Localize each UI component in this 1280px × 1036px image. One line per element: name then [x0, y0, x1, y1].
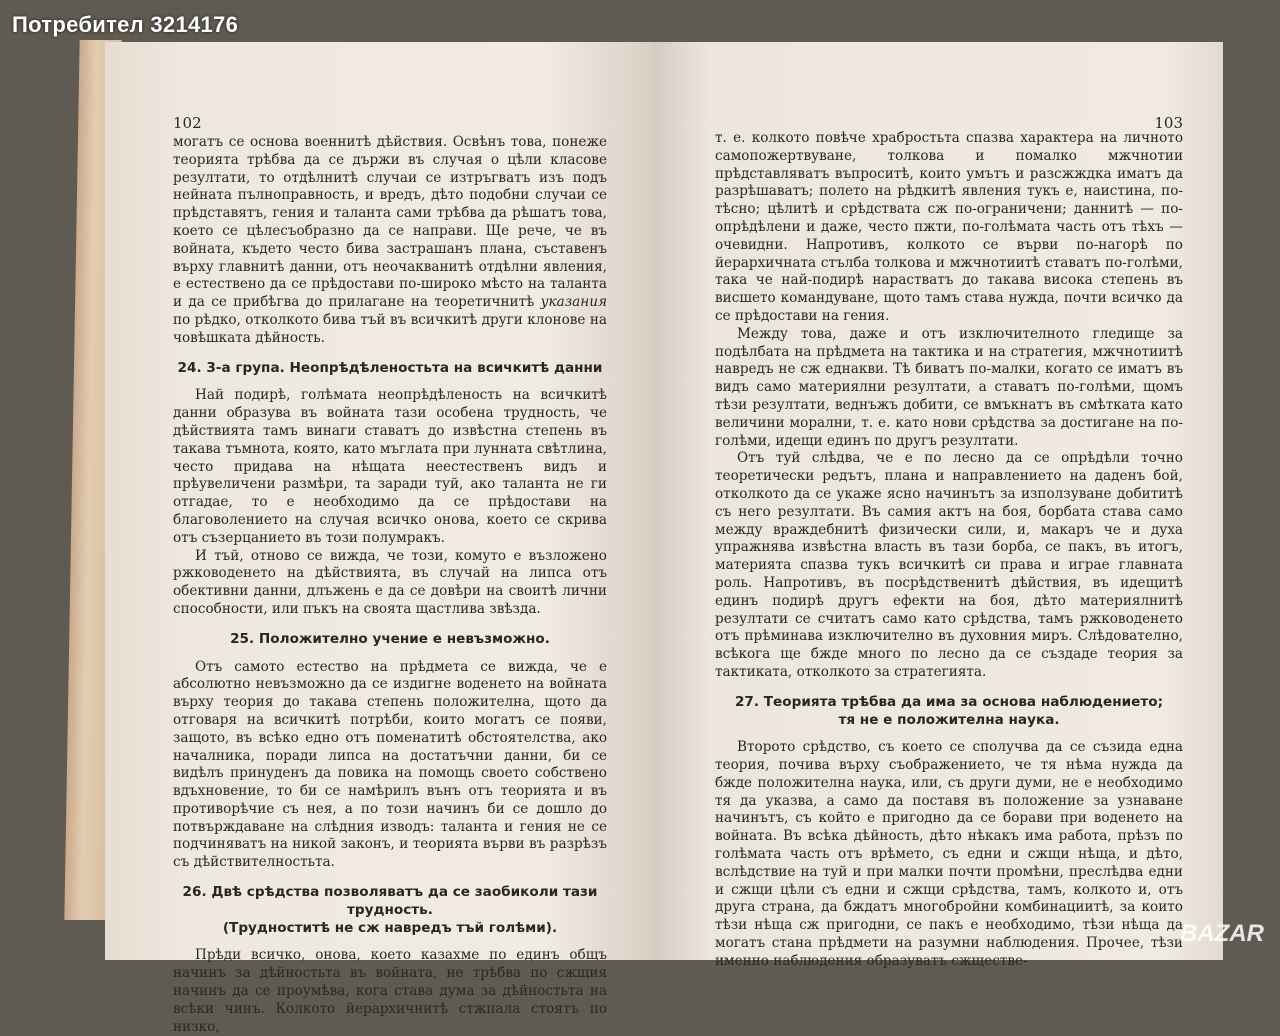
section-heading-24: 24. 3-а група. Неопрѣдѣленостьта на всичкитѣ данни	[177, 359, 603, 376]
paragraph: Прѣди всичко, онова, което казахме по единъ общъ начинъ за дѣйностьта въ войната, не трѣбва по сжщия начинъ да се проумѣва, кога става дума за дѣйностьта на всѣки чинъ. Колкото йерархичнитѣ стжпала стоятъ по низко,	[173, 947, 607, 1035]
paragraph: могатъ се основа военнитѣ дѣйствия. Освѣнъ това, понеже теорията трѣбва да се държи въ случая о цѣли класове резултати, то отдѣлнитѣ случаи се изтръгватъ изъ подъ нейната пълноправность, и вредъ, дѣто подобни случаи се прѣдставятъ, гения и таланта сами трѣбва да рѣшатъ това, което се цѣлесъобразно да се направи. Ще рече, че въ войната, където често бива застрашанъ плана, съставенъ върху главнитѣ данни, отъ неочакванитѣ отдѣлни явления, е естествено да се прѣдостави по-широко мѣсто на таланта и да се прибѣгва до прилагане на теоретичнитѣ указания по рѣдко, отколкото бива тъй въ всичкитѣ други клонове на човѣшката дѣйность.	[173, 134, 607, 346]
paragraph: Най подирѣ, голѣмата неопрѣдѣленость на всичкитѣ данни образува въ войната тази особена трудность, че дѣйствията тамъ винаги ставатъ до извѣстна степень въ такава тъмнота, която, като мъглата при лунната свѣтлина, често придава на нѣщата неестественъ видъ и прѣувеличени размѣри, та заради туй, ако таланта не ги отгадае, то е необходимо да се прѣдостави на благоволението на случая всичко онова, което се скрива отъ съзерцанието въ този полумракъ.	[173, 387, 607, 546]
bazar-logo: BAZAR	[1180, 920, 1264, 947]
paragraph: т. е. колкото повѣче храбростьта спазва характера на личното самопожертвуване, толкова и помалко мжчнотии прѣдставляватъ въпроситѣ, които умътъ и разсжждка иматъ да разрѣшаватъ; полето на рѣдкитѣ явления тукъ е, наистина, по-тѣсно; цѣлитѣ и срѣдствата сж по-ограничени; даннитѣ — по-опрѣдѣлени и даже, често пжти, по-голѣмата часть отъ тѣхъ — очевидни. Напротивъ, колкото се върви по-нагорѣ по йерархичната стълба толкова и мжчнотиитѣ ставатъ по-голѣми, така че най-подирѣ нарастватъ до такава висока степень въ висшето командуване, щото тамъ става нужда, почти всичко да се прѣдостави на гения.	[715, 130, 1183, 324]
paragraph: Отъ туй слѣдва, че е по лесно да се опрѣдѣли точно теоретически редътъ, плана и направлението на даденъ бой, отколкото да се укаже ясно начинътъ за използуване добититѣ съ него резултати. Въ самия актъ на боя, борбата става само между враждебнитѣ физически сили, и, макаръ че и духа упражнява извѣстна власть въ тази борба, се пакъ, въ итогъ, материята спазва тукъ всичкитѣ си права и играе главната роль. Напротивъ, въ посрѣдственитѣ дѣйствия, въ идещитѣ единъ подирѣ другъ ефекти на боя, дѣто материялнитѣ резултати се считатъ само като срѣдства, тамъ ржководенето отъ прѣминава изключително въ духовния миръ. Слѣдователно, всѣкога ще бжде много по лесно да се създаде теория за тактиката, отколкото за стратегията.	[715, 450, 1183, 680]
paragraph: И тъй, отново се вижда, че този, комуто е възложено ржководенето на дѣйствията, въ случай на липса отъ обективни данни, длъжень е да се довѣри на своитѣ лични способности, или пъкъ на своята щастлива звѣзда.	[173, 547, 607, 617]
paragraph: Между това, даже и отъ изключителното гледище за подѣлбата на прѣдмета на тактика и на стратегия, мжчнотиитѣ навредъ не сж еднакви. Тѣ биватъ по-малки, когато се иматъ въ видъ само материялни резултати, а ставатъ по-голѣми, щомъ тѣзи резултати, веднъжъ добити, се вмъкнатъ въ смѣтката като величини морални, т. е. като нови срѣдства за достигане на по-голѣми, идещи единъ по другъ резултати.	[715, 325, 1183, 449]
section-heading-26: 26. Двѣ срѣдства позволяватъ да се заобиколи тази трудность. (Трудноститѣ не сж навредъ тъй голѣми).	[182, 884, 598, 936]
right-page-body	[715, 130, 1183, 971]
section-heading-25: 25. Положително учение е невъзможно.	[230, 630, 550, 647]
page-number-left: 102	[173, 114, 202, 132]
paragraph: Отъ самото естество на прѣдмета се вижда, че е абсолютно невъзможно да се издигне воденето на войната върху теория до такава степень положителна, щото да отговаря на всичкитѣ потрѣби, които могатъ се появи, защото, въ всѣко едно отъ поменатитѣ обстоятелства, ако началника, поради липса на достатъчни данни, би се видѣлъ принуденъ да повика на помощь своето собствено вдъхновение, то би се намѣрилъ вънъ отъ теорията и въ противорѣчие съ нея, а по този начинъ би се дошло до потвърждаване на слѣдния изводъ: таланта и гения не се подчиняватъ на никой законъ, и теорията върви въ разрѣзъ съ дѣйствителностьта.	[173, 658, 607, 871]
page-number-right: 103	[1154, 114, 1183, 132]
section-heading-27: 27. Теорията трѣбва да има за основа наблюдението; тя не е положителна наука.	[734, 693, 1164, 728]
paragraph: Второто срѣдство, съ което се сполучва да се съзида една теория, почива върху съображението, че тя нѣма нужда да бжде положителна наука, или, съ други думи, не е необходимо тя да указва, а само да поставя въ положение за узнаване начинътъ, съ който е пригодно да се борави при воденето на войната. Въ всѣка дѣйность, дѣто нѣкакъ има работа, прѣзъ по голѣмата часть отъ врѣмето, съ едни и сжщи нѣща, и дѣто, вслѣдствие на туй и при малки почти промѣни, преслѣдва едни и сжщи цѣли съ едни и сжщи срѣдства, тамъ, колкото и, отъ друга страна, да бждатъ многобройни комбинациитѣ, за които тѣзи нѣща сж пригодни, се пакъ е необходимо, тѣзи нѣща да могатъ стана прѣдмети на разумни наблюдения. Прочее, тѣзи именно наблюдения образуватъ сжществе-	[715, 739, 1183, 969]
right-page	[653, 42, 1223, 969]
left-page	[105, 42, 653, 1035]
user-watermark: Потребител 3214176	[12, 12, 239, 37]
left-page-body	[173, 134, 607, 1036]
